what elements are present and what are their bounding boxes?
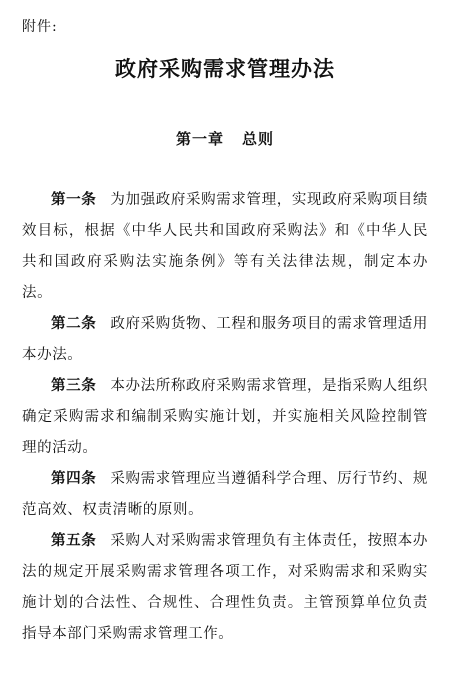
article-text: 本办法所称政府采购需求管理，是指采购人组织确定采购需求和编制采购实施计划，并实施相关风险控制管理的活动。 — [22, 378, 428, 456]
article-number: 第四条 — [51, 471, 97, 487]
article-1 — [22, 185, 428, 309]
article-5 — [22, 526, 428, 650]
article-2 — [22, 309, 428, 371]
chapter-name: 总则 — [242, 130, 275, 148]
article-text: 采购人对采购需求管理负有主体责任，按照本办法的规定开展采购需求管理各项工作，对采购需求和采购实施计划的合法性、合规性、合理性负责。主管预算单位负责指导本部门采购需求管理工作。 — [22, 533, 428, 642]
article-text: 采购需求管理应当遵循科学合理、厉行节约、规范高效、权责清晰的原则。 — [22, 471, 428, 518]
document-body — [22, 185, 428, 650]
chapter-number: 第一章 — [175, 130, 224, 148]
document-title: 政府采购需求管理办法 — [115, 56, 335, 81]
article-3 — [22, 371, 428, 464]
article-number: 第一条 — [51, 192, 97, 208]
article-number: 第三条 — [51, 378, 97, 394]
article-text: 政府采购货物、工程和服务项目的需求管理适用本办法。 — [22, 316, 428, 363]
article-number: 第二条 — [51, 316, 97, 332]
article-4 — [22, 464, 428, 526]
article-text: 为加强政府采购需求管理，实现政府采购项目绩效目标，根据《中华人民共和国政府采购法》和《中华人民共和国政府采购法实施条例》等有关法律法规，制定本办法。 — [22, 192, 428, 301]
article-number: 第五条 — [51, 533, 97, 549]
chapter-heading — [0, 128, 450, 149]
attachment-label: 附件: — [22, 19, 58, 35]
